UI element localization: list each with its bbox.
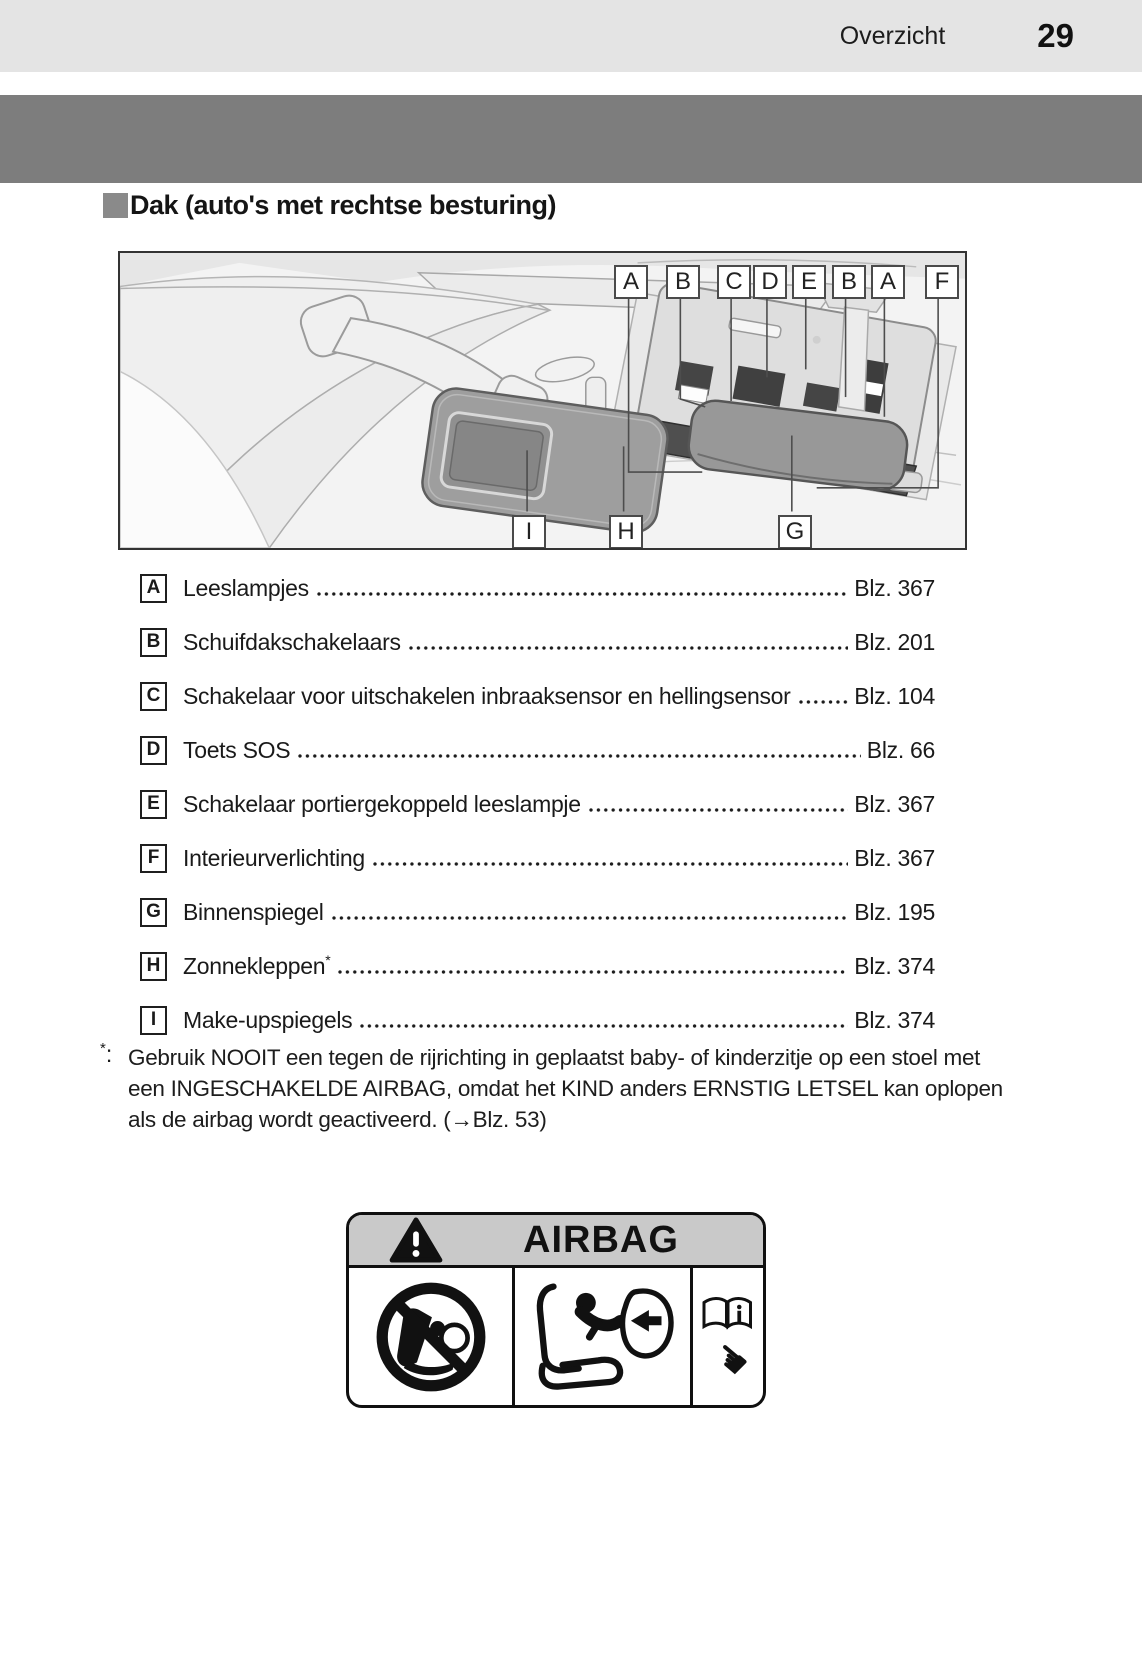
legend-list [140, 573, 935, 1059]
legend-row [140, 1005, 935, 1035]
legend-key-badge [140, 574, 167, 603]
legend-label: Interieurverlichting [183, 845, 365, 871]
callout-top-D-3: D [753, 265, 787, 299]
legend-page-ref: Blz. 367 [854, 844, 935, 871]
callout-top-C-2: C [717, 265, 751, 299]
callout-top-B-1: B [666, 265, 700, 299]
dotted-leader [409, 646, 849, 650]
dotted-leader [373, 862, 848, 866]
header-section-label: Overzicht [839, 21, 946, 50]
legend-key-letter: C [146, 685, 161, 706]
legend-key-badge [140, 790, 167, 819]
footnote-line-2: een INGESCHAKELDE AIRBAG, omdat het KIND anders ERNSTIG LETSEL kan oplopen [128, 1076, 1003, 1101]
footnote-colon: : [105, 1041, 113, 1067]
legend-key-letter: E [147, 793, 160, 814]
dotted-leader [799, 700, 849, 704]
callout-top-A-0: A [614, 265, 648, 299]
page-header [0, 0, 1142, 72]
legend-row [140, 843, 935, 873]
legend-page-ref: Blz. 374 [854, 952, 935, 979]
callout-top-F-7: F [925, 265, 959, 299]
legend-key-letter: D [146, 739, 161, 760]
footnote-text [128, 1042, 1003, 1135]
legend-row [140, 735, 935, 765]
callout-bottom-H-1: H [609, 515, 643, 549]
legend-key-badge [140, 1006, 167, 1035]
footnote-marker-column [100, 1040, 112, 1068]
no-rear-facing-child-seat-icon [370, 1276, 492, 1398]
airbag-label-body [349, 1268, 763, 1405]
chapter-banner [0, 95, 1142, 183]
legend-key-letter: H [146, 955, 161, 976]
legend-key-badge [140, 628, 167, 657]
airbag-warning-label [346, 1212, 766, 1408]
legend-label: Schakelaar portiergekoppeld leeslampje [183, 791, 581, 817]
dotted-leader [360, 1024, 848, 1028]
airbag-title: AIRBAG [523, 1218, 679, 1261]
legend-key-badge [140, 898, 167, 927]
asterisk: * [100, 1040, 106, 1057]
legend-label: Leeslampjes [183, 575, 309, 601]
warning-triangle-icon [389, 1217, 443, 1263]
page-number: 29 [1037, 17, 1074, 54]
dotted-leader [589, 808, 849, 812]
legend-page-ref: Blz. 367 [854, 790, 935, 817]
legend-page-ref: Blz. 66 [866, 736, 935, 763]
dotted-leader [317, 592, 848, 596]
legend-row [140, 789, 935, 819]
airbag-panel-3 [693, 1268, 763, 1405]
airbag-label-header [349, 1215, 763, 1268]
legend-key-letter: I [150, 1009, 157, 1030]
legend-key-letter: A [146, 577, 161, 598]
legend-page-ref: Blz. 195 [854, 898, 935, 925]
legend-label: Schakelaar voor uitschakelen inbraaksensor en hellingsensor [183, 683, 791, 709]
airbag-panel-2 [515, 1268, 693, 1405]
airbag-panel-1 [349, 1268, 515, 1405]
section-marker-icon [103, 193, 128, 218]
legend-row [140, 573, 935, 603]
svg-text:☚: ☚ [702, 1330, 758, 1388]
legend-key-badge [140, 844, 167, 873]
legend-key-letter: G [146, 901, 161, 922]
legend-key-letter: B [146, 631, 161, 652]
legend-row [140, 951, 935, 981]
legend-label: Make-upspiegels [183, 1007, 353, 1033]
callout-top-A-6: A [871, 265, 905, 299]
dotted-leader [298, 754, 861, 758]
legend-page-ref: Blz. 201 [854, 628, 935, 655]
read-owners-manual-icon [698, 1276, 758, 1398]
legend-page-ref: Blz. 367 [854, 574, 935, 601]
callout-top-B-5: B [832, 265, 866, 299]
legend-label: Zonnekleppen* [183, 952, 331, 979]
legend-label: Schuifdakschakelaars [183, 629, 401, 655]
legend-page-ref: Blz. 374 [854, 1006, 935, 1033]
legend-row [140, 897, 935, 927]
legend-row [140, 627, 935, 657]
airbag-impact-child-icon [523, 1274, 683, 1400]
footnote-marker: * [325, 952, 331, 968]
legend-label: Binnenspiegel [183, 899, 324, 925]
section-title-text: Dak (auto's met rechtse besturing) [130, 190, 557, 220]
legend-key-badge [140, 682, 167, 711]
roof-illustration [118, 251, 967, 550]
dotted-leader [332, 916, 849, 920]
footnote-line-3: als de airbag wordt geactiveerd. (→Blz. 53) [128, 1107, 547, 1132]
legend-label: Toets SOS [183, 737, 291, 763]
dotted-leader [338, 970, 848, 974]
callout-bottom-G-2: G [778, 515, 812, 549]
callout-top-E-4: E [792, 265, 826, 299]
section-title [103, 190, 556, 221]
legend-key-badge [140, 736, 167, 765]
footnote-line-1: Gebruik NOOIT een tegen de rijrichting in geplaatst baby- of kinderzitje op een stoel met [128, 1045, 981, 1070]
callout-bottom-I-0: I [512, 515, 546, 549]
legend-row [140, 681, 935, 711]
legend-page-ref: Blz. 104 [854, 682, 935, 709]
legend-key-badge [140, 952, 167, 981]
legend-key-letter: F [147, 847, 160, 868]
